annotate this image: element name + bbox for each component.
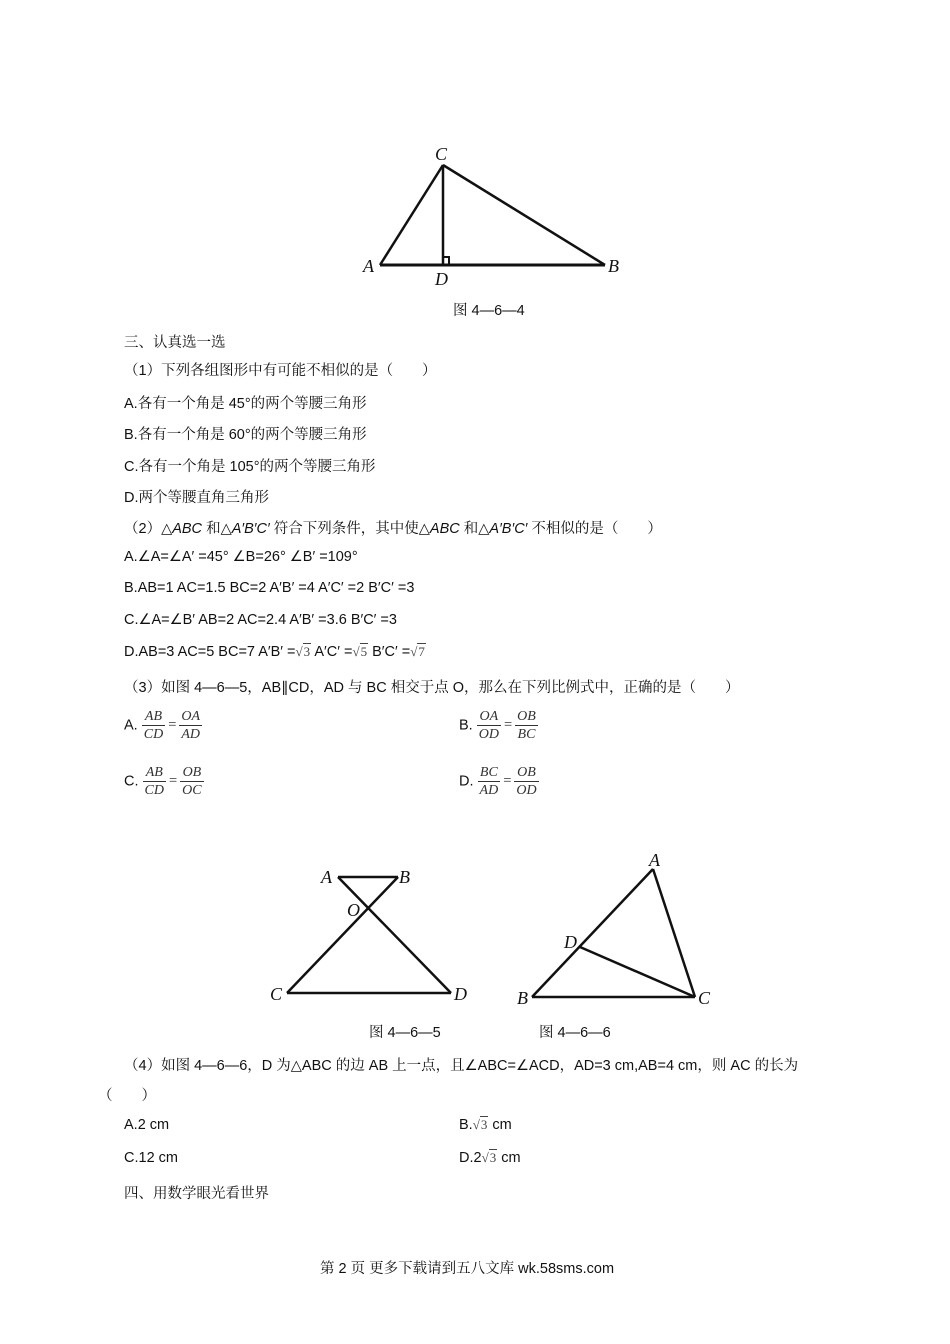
figure-4-6-4-caption: 图 4—6—4	[453, 303, 525, 319]
sqrt-3	[473, 1116, 489, 1132]
sqrt-sign: √	[472, 1117, 480, 1132]
q4-stem-line2: （ ）	[98, 1088, 156, 1104]
fraction	[179, 708, 202, 743]
sqrt-7	[410, 643, 426, 659]
q2-triangle: A′B′C′	[231, 521, 270, 537]
sqrt-sign: √	[481, 1150, 489, 1165]
numerator: AB	[145, 765, 163, 780]
fraction	[143, 764, 166, 799]
label-D: D	[454, 984, 467, 1004]
q2-stem-part: （2）△	[124, 521, 173, 537]
q4-option-b	[459, 1117, 512, 1133]
label-A: A	[321, 867, 332, 887]
q4-option-c: C.12 cm	[124, 1150, 178, 1166]
figure-4-6-6-caption: 图 4—6—6	[539, 1025, 611, 1041]
denominator: OD	[478, 727, 499, 742]
q3-option-c	[124, 764, 204, 799]
denominator: OC	[182, 783, 202, 798]
q2-option-b: B.AB=1 AC=1.5 BC=2 A′B′ =4 A′C′ =2 B′C′ =3	[124, 580, 415, 596]
equals-sign: =	[503, 773, 512, 789]
q3-stem: （3）如图 4—6—5，AB∥CD，AD 与 BC 相交于点 O，那么在下列比例式中，正确的是（ ）	[124, 680, 740, 696]
figure-4-6-6	[510, 848, 720, 1010]
radicand: 3	[489, 1150, 497, 1165]
fraction	[515, 708, 538, 743]
numerator: AB	[144, 709, 163, 724]
fraction	[477, 708, 501, 743]
q1-stem: （1）下列各组图形中有可能不相似的是（ ）	[124, 363, 437, 379]
label-D: D	[435, 269, 448, 289]
q2-option-d-text: A′C′ =	[311, 644, 353, 660]
option-text: B.	[459, 1117, 473, 1133]
q3-option-d	[459, 764, 539, 799]
q2-stem-part: 符合下列条件，其中使△	[269, 521, 430, 537]
label-A: A	[649, 850, 660, 870]
label-C: C	[435, 144, 448, 164]
fraction	[478, 764, 501, 799]
denominator: CD	[143, 727, 164, 742]
figure-4-6-4	[355, 135, 635, 295]
numerator: OB	[517, 765, 536, 780]
label-B: B	[517, 988, 528, 1008]
section-3-title: 三、认真选一选	[124, 335, 226, 351]
label-D: D	[564, 932, 577, 952]
sqrt-sign: √	[410, 644, 418, 659]
figure-4-6-5-caption: 图 4—6—5	[369, 1025, 441, 1041]
q2-option-d	[124, 644, 426, 660]
label-B: B	[399, 867, 410, 887]
q2-stem-part: 和△	[202, 521, 232, 537]
numerator: OA	[181, 709, 201, 724]
q4-stem-line1: （4）如图 4—6—6，D 为△ABC 的边 AB 上一点，且∠ABC=∠ACD，AD=3 cm,AB=4 cm，则 AC 的长为	[124, 1058, 799, 1074]
option-label: D.	[459, 773, 474, 790]
figure-4-6-5	[265, 860, 475, 1010]
denominator: AD	[181, 727, 201, 742]
q1-option-c: C.各有一个角是 105°的两个等腰三角形	[124, 459, 376, 475]
page-footer: 第 2 页 更多下载请到五八文库 wk.58sms.com	[320, 1261, 615, 1277]
label-C: C	[698, 988, 711, 1008]
q2-stem-part: 和△	[459, 521, 490, 537]
fraction	[180, 764, 203, 799]
q2-option-a: A.∠A=∠A′ =45° ∠B=26° ∠B′ =109°	[124, 549, 358, 565]
q4-option-d	[459, 1150, 521, 1166]
q2-triangle: A′B′C′	[489, 521, 528, 537]
option-label: C.	[124, 773, 139, 790]
q2-triangle: ABC	[172, 521, 203, 537]
q3-option-a	[124, 708, 202, 743]
fraction	[142, 708, 165, 743]
numerator: BC	[479, 765, 498, 780]
label-O: O	[347, 900, 360, 920]
label-A: A	[363, 256, 374, 276]
sqrt-sign: √	[295, 644, 303, 659]
label-C: C	[270, 984, 283, 1004]
q2-triangle: ABC	[429, 521, 460, 537]
option-label: A.	[124, 717, 138, 734]
q2-option-d-text: D.AB=3 AC=5 BC=7 A′B′ =	[124, 644, 296, 660]
sqrt-sign: √	[352, 644, 360, 659]
equals-sign: =	[168, 717, 177, 733]
option-text: D.2	[459, 1150, 482, 1166]
q4-option-a: A.2 cm	[124, 1117, 170, 1133]
section-4-title: 四、用数学眼光看世界	[124, 1186, 269, 1202]
denominator: BC	[515, 725, 538, 743]
radicand: 7	[418, 644, 425, 659]
denominator: AD	[479, 783, 499, 798]
sqrt-5	[352, 643, 368, 659]
numerator: OB	[517, 709, 536, 724]
q1-option-a: A.各有一个角是 45°的两个等腰三角形	[124, 396, 367, 412]
q2-option-c: C.∠A=∠B′ AB=2 AC=2.4 A′B′ =3.6 B′C′ =3	[124, 612, 397, 628]
radicand: 3	[303, 644, 311, 659]
q2-stem-part: 不相似的是（ ）	[527, 521, 662, 537]
denominator: CD	[144, 783, 164, 798]
equals-sign: =	[168, 773, 178, 789]
numerator: OB	[182, 765, 202, 780]
radicand: 3	[480, 1117, 488, 1132]
label-B: B	[608, 256, 619, 276]
sqrt-3	[296, 643, 312, 659]
denominator: OD	[516, 783, 537, 798]
option-text: cm	[497, 1150, 521, 1166]
option-label: B.	[459, 717, 473, 734]
radicand: 5	[360, 644, 368, 659]
sqrt-3	[482, 1149, 498, 1165]
equals-sign: =	[503, 717, 513, 733]
numerator: OA	[479, 709, 499, 724]
option-text: cm	[488, 1117, 512, 1133]
q3-option-b	[459, 708, 538, 743]
q2-option-d-text: B′C′ =	[368, 644, 411, 660]
q1-option-b: B.各有一个角是 60°的两个等腰三角形	[124, 427, 367, 443]
q1-option-d: D.两个等腰直角三角形	[124, 490, 269, 506]
q2-stem	[124, 517, 662, 538]
fraction	[514, 764, 538, 799]
